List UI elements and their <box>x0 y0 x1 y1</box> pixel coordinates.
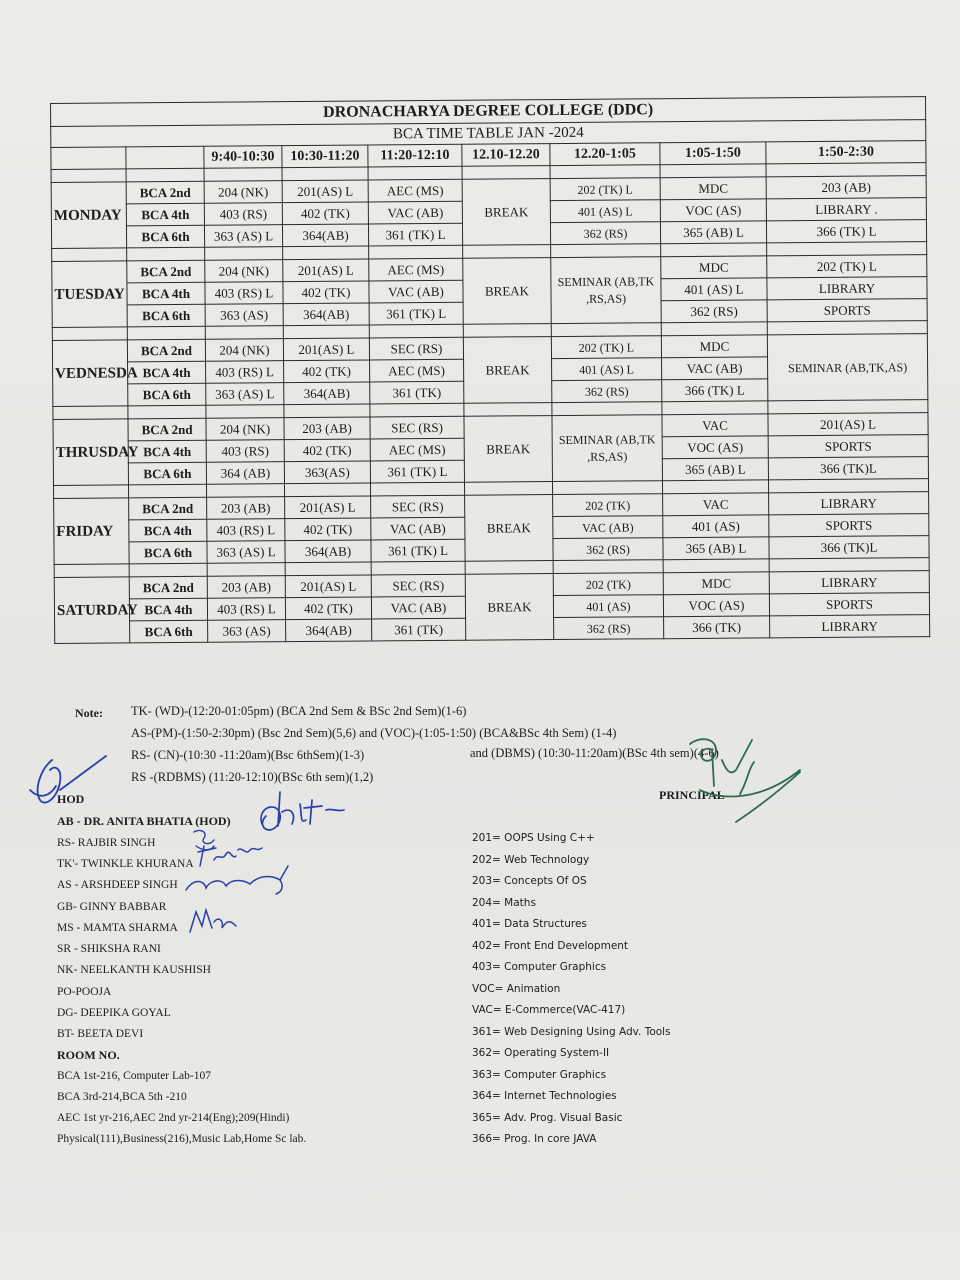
period-cell: 364(AB) <box>286 619 372 642</box>
spacer-cell <box>552 481 662 495</box>
code-item: VAC= E-Commerce(VAC-417) <box>472 1004 626 1016</box>
period-cell: 201(AS) L <box>283 338 369 361</box>
faculty-item: BT- BEETA DEVI <box>57 1028 144 1040</box>
period-cell: MDC <box>661 256 767 279</box>
period-cell: 403 (RS) <box>204 203 282 226</box>
class-label: BCA 2nd <box>126 181 204 204</box>
period-cell: 402 (TK) <box>283 281 369 304</box>
code-item: 363= Computer Graphics <box>472 1069 607 1081</box>
note-line-right: and (DBMS) (10:30-11:20am)(BSc 4th sem)(4-6) <box>470 746 719 760</box>
period-cell: VAC (AB) <box>371 596 465 619</box>
note-line: AS-(PM)-(1:50-2:30pm) (Bsc 2nd Sem)(5,6) and (VOC)-(1:05-1:50) (BCA&BSc 4th Sem) (1-4) <box>131 726 617 740</box>
spacer-cell <box>53 406 128 420</box>
code-item: VOC= Animation <box>472 983 561 995</box>
period-cell: 202 (TK) <box>553 494 663 517</box>
spacer-cell <box>284 404 370 418</box>
period-cell: 402 (TK) <box>285 597 371 620</box>
spacer-cell <box>369 245 463 259</box>
code-item: 204= Maths <box>472 897 536 909</box>
period-cell: LIBRARY <box>767 277 927 300</box>
period-cell: VAC <box>663 493 769 516</box>
period-cell: VOC (AS) <box>663 594 769 617</box>
period-cell: 361 (TK) L <box>368 223 462 246</box>
code-item: 362= Operating System-II <box>472 1047 610 1059</box>
time-slot-header: 9:40-10:30 <box>204 146 282 169</box>
note-line: TK- (WD)-(12:20-01:05pm) (BCA 2nd Sem & BSc 2nd Sem)(1-6) <box>131 704 467 718</box>
day-label: TUESDAY <box>52 261 128 328</box>
time-slot-header: 1:05-1:50 <box>660 142 766 165</box>
spacer-cell <box>552 402 662 416</box>
period-cell: MDC <box>660 177 766 200</box>
spacer-cell <box>551 323 661 337</box>
class-label: BCA 2nd <box>128 418 206 441</box>
spacer-cell <box>551 244 661 258</box>
period-cell: MDC <box>663 572 769 595</box>
faculty-item: AS - ARSHDEEP SINGH <box>57 879 178 891</box>
class-label: BCA 4th <box>129 598 207 621</box>
spacer-cell <box>51 169 126 183</box>
spacer-cell <box>205 247 283 261</box>
period-cell: 361 (TK) <box>370 381 464 404</box>
spacer-cell <box>206 484 284 498</box>
period-cell: SPORTS <box>768 435 928 458</box>
timetable-subtitle: BCA TIME TABLE JAN -2024 <box>51 120 926 148</box>
break-cell: BREAK <box>462 179 551 246</box>
spacer-cell <box>662 480 768 494</box>
period-cell: 204 (NK) <box>205 339 283 362</box>
faculty-item: TK'- TWINKLE KHURANA <box>57 858 194 870</box>
class-label: BCA 6th <box>128 383 206 406</box>
class-label: BCA 6th <box>127 304 205 327</box>
spacer-cell <box>370 482 464 496</box>
spacer-cell <box>52 248 127 262</box>
spacer-cell <box>205 326 283 340</box>
faculty-item: AB - DR. ANITA BHATIA (HOD) <box>57 814 231 828</box>
college-title: DRONACHARYA DEGREE COLLEGE (DDC) <box>51 97 926 127</box>
code-item: 361= Web Designing Using Adv. Tools <box>472 1026 671 1038</box>
code-item: 365= Adv. Prog. Visual Basic <box>472 1112 623 1124</box>
period-cell: SPORTS <box>767 299 927 322</box>
spacer-cell <box>283 325 369 339</box>
class-label: BCA 4th <box>128 361 206 384</box>
spacer-cell <box>283 246 369 260</box>
day-label: MONDAY <box>51 182 127 249</box>
period-cell: 403 (RS) L <box>207 519 285 542</box>
period-cell: SEC (RS) <box>369 337 463 360</box>
period-cell: 366 (TK)L <box>769 536 929 559</box>
spacer-cell <box>282 167 368 181</box>
period-cell: 403 (RS) L <box>205 282 283 305</box>
time-slot-header: 1:50-2:30 <box>766 141 926 164</box>
class-label: BCA 2nd <box>129 497 207 520</box>
code-item: 203= Concepts Of OS <box>472 875 587 887</box>
spacer-cell <box>462 166 550 180</box>
period-cell: 362 (RS) <box>554 617 664 640</box>
code-item: 402= Front End Development <box>472 940 629 952</box>
period-cell: 366 (TK) <box>664 616 770 639</box>
spacer-cell <box>129 563 207 577</box>
spacer-cell <box>661 243 767 257</box>
spacer-cell <box>54 564 129 578</box>
period-cell: 402 (TK) <box>285 518 371 541</box>
notes-label: Note: <box>75 706 103 720</box>
code-item: 364= Internet Technologies <box>472 1090 617 1102</box>
period-cell: 401 (AS) L <box>661 278 767 301</box>
period-cell: SEC (RS) <box>370 416 464 439</box>
break-cell: BREAK <box>463 337 552 404</box>
class-label: BCA 6th <box>126 225 204 248</box>
period-cell: 201(AS) L <box>768 413 928 436</box>
period-cell: 364(AB) <box>285 540 371 563</box>
spacer-cell <box>463 245 551 259</box>
period-cell: LIBRARY <box>769 571 929 594</box>
period-cell: 362 (RS) <box>550 222 660 245</box>
spacer-cell <box>464 482 552 496</box>
period-cell: 204 (NK) <box>204 181 282 204</box>
period-cell: LIBRARY <box>769 492 929 515</box>
time-slot-header: 12.20-1:05 <box>550 143 660 166</box>
period-cell: 201(AS) L <box>283 259 369 282</box>
class-label: BCA 4th <box>127 282 205 305</box>
seminar-cell: SEMINAR (AB,TK ,RS,AS) <box>551 257 662 324</box>
period-cell: 203 (AB) <box>207 576 285 599</box>
period-cell: 366 (TK) L <box>662 379 768 402</box>
day-label: VEDNESDA <box>52 340 128 407</box>
code-item: 201= OOPS Using C++ <box>472 832 595 844</box>
hod-label: HOD <box>57 792 85 806</box>
period-cell: 203 (AB) <box>207 497 285 520</box>
period-cell: SPORTS <box>769 593 929 616</box>
spacer-cell <box>127 247 205 261</box>
period-cell: 362 (RS) <box>552 380 662 403</box>
time-slot-header: 12.10-12.20 <box>462 144 550 167</box>
period-cell: LIBRARY . <box>766 198 926 221</box>
class-label: BCA 4th <box>129 519 207 542</box>
time-slot-header: 11:20-12:10 <box>368 144 462 167</box>
faculty-item: MS - MAMTA SHARMA <box>57 922 178 934</box>
spacer-cell <box>767 242 927 256</box>
period-cell: 362 (RS) <box>553 538 663 561</box>
break-cell: BREAK <box>463 258 552 325</box>
class-label: BCA 4th <box>126 203 204 226</box>
period-cell: 203 (AB) <box>284 417 370 440</box>
faculty-item: DG- DEEPIKA GOYAL <box>57 1007 171 1019</box>
spacer-cell <box>663 559 769 573</box>
spacer-cell <box>660 164 766 178</box>
period-cell: 403 (RS) <box>206 440 284 463</box>
class-label: BCA 6th <box>130 620 208 643</box>
period-cell: 401 (AS) <box>553 595 663 618</box>
spacer-cell <box>127 326 205 340</box>
code-item: 403= Computer Graphics <box>472 961 607 973</box>
break-cell: BREAK <box>465 495 554 562</box>
period-cell: AEC (MS) <box>370 438 464 461</box>
period-cell: AEC (MS) <box>370 359 464 382</box>
period-cell: 363 (AS) L <box>207 541 285 564</box>
note-line: RS- (CN)-(10:30 -11:20am)(Bsc 6thSem)(1-3) <box>131 748 365 762</box>
period-cell: AEC (MS) <box>369 258 463 281</box>
period-cell: 402 (TK) <box>284 439 370 462</box>
period-cell: 363 (AS) <box>205 304 283 327</box>
period-cell: VAC (AB) <box>368 201 462 224</box>
period-cell: 366 (TK)L <box>768 457 928 480</box>
note-line: RS -(RDBMS) (11:20-12:10)(BSc 6th sem)(1,2) <box>131 770 374 784</box>
period-cell: 401 (AS) L <box>552 358 662 381</box>
period-cell: 203 (AB) <box>766 176 926 199</box>
period-cell: VAC (AB) <box>553 516 663 539</box>
period-cell: 365 (AB) L <box>660 221 766 244</box>
seminar-cell: SEMINAR (AB,TK,AS) <box>767 334 928 401</box>
period-cell: 201(AS) L <box>285 496 371 519</box>
period-cell: 202 (TK) <box>553 573 663 596</box>
class-label: BCA 4th <box>128 440 206 463</box>
period-cell: 362 (RS) <box>661 300 767 323</box>
room-title: ROOM NO. <box>57 1048 120 1062</box>
period-cell: 402 (TK) <box>282 202 368 225</box>
room-item: Physical(111),Business(216),Music Lab,Home Sc lab. <box>57 1133 307 1145</box>
spacer-cell <box>370 403 464 417</box>
faculty-item: RS- RAJBIR SINGH <box>57 837 156 849</box>
spacer-cell <box>464 403 552 417</box>
period-cell: 364 (AB) <box>206 462 284 485</box>
period-cell: 403 (RS) L <box>206 361 284 384</box>
period-cell: AEC (MS) <box>368 179 462 202</box>
spacer-cell <box>767 321 927 335</box>
faculty-item: NK- NEELKANTH KAUSHISH <box>57 964 211 976</box>
period-cell: 365 (AB) L <box>662 458 768 481</box>
day-label: FRIDAY <box>54 498 130 565</box>
room-item: BCA 1st-216, Computer Lab-107 <box>57 1070 211 1082</box>
period-cell: 201(AS) L <box>282 180 368 203</box>
spacer-cell <box>285 562 371 576</box>
spacer-cell <box>662 401 768 415</box>
spacer-cell <box>661 322 767 336</box>
period-cell: 363 (AS) L <box>204 225 282 248</box>
period-cell: 363 (AS) <box>208 620 286 643</box>
period-cell: VAC (AB) <box>371 517 465 540</box>
period-cell: 366 (TK) L <box>766 220 926 243</box>
period-cell: VOC (AS) <box>662 436 768 459</box>
period-cell: 403 (RS) L <box>207 598 285 621</box>
spacer-cell <box>465 561 553 575</box>
code-item: 202= Web Technology <box>472 854 590 866</box>
period-cell: 361 (TK) L <box>371 539 465 562</box>
spacer-cell <box>369 324 463 338</box>
period-cell: LIBRARY <box>770 615 930 638</box>
period-cell: SEC (RS) <box>371 574 465 597</box>
seminar-cell: SEMINAR (AB,TK ,RS,AS) <box>552 415 663 482</box>
spacer-cell <box>204 168 282 182</box>
day-label: THRUSDAY <box>53 419 129 486</box>
spacer-cell <box>128 405 206 419</box>
spacer-cell <box>284 483 370 497</box>
period-cell: SEC (RS) <box>371 495 465 518</box>
period-cell: 364(AB) <box>282 224 368 247</box>
spacer-cell <box>550 165 660 179</box>
spacer-cell <box>129 484 207 498</box>
class-label: BCA 6th <box>128 462 206 485</box>
period-cell: 365 (AB) L <box>663 537 769 560</box>
spacer-cell <box>54 485 129 499</box>
spacer-cell <box>553 560 663 574</box>
faculty-item: SR - SHIKSHA RANI <box>57 943 161 955</box>
class-label: BCA 2nd <box>127 339 205 362</box>
class-label: BCA 2nd <box>127 260 205 283</box>
period-cell: VAC (AB) <box>662 357 768 380</box>
period-cell: 202 (TK) L <box>767 255 927 278</box>
timetable <box>50 96 930 644</box>
period-cell: 361 (TK) L <box>369 302 463 325</box>
period-cell: 204 (NK) <box>206 418 284 441</box>
break-cell: BREAK <box>465 574 554 641</box>
spacer-cell <box>52 327 127 341</box>
spacer-cell <box>769 558 929 572</box>
period-cell: VAC (AB) <box>369 280 463 303</box>
time-slot-header: 10:30-11:20 <box>282 145 368 168</box>
period-cell: 364(AB) <box>283 303 369 326</box>
room-item: BCA 3rd-214,BCA 5th -210 <box>57 1091 187 1103</box>
header-blank <box>51 147 126 170</box>
period-cell: 204 (NK) <box>205 260 283 283</box>
day-label: SATURDAY <box>54 577 130 644</box>
period-cell: 363 (AS) L <box>206 383 284 406</box>
principal-label: PRINCIPAL <box>659 788 725 802</box>
code-item: 401= Data Structures <box>472 918 587 930</box>
spacer-cell <box>371 561 465 575</box>
header-blank <box>126 146 204 169</box>
spacer-cell <box>206 405 284 419</box>
spacer-cell <box>768 479 928 493</box>
spacer-cell <box>463 324 551 338</box>
spacer-cell <box>766 163 926 177</box>
period-cell: 361 (TK) L <box>370 460 464 483</box>
period-cell: 364(AB) <box>284 382 370 405</box>
period-cell: 202 (TK) L <box>550 178 660 201</box>
period-cell: 401 (AS) <box>663 515 769 538</box>
period-cell: 361 (TK) <box>372 618 466 641</box>
period-cell: SPORTS <box>769 514 929 537</box>
period-cell: 202 (TK) L <box>551 336 661 359</box>
room-item: AEC 1st yr-216,AEC 2nd yr-214(Eng);209(Hindi) <box>57 1112 290 1124</box>
period-cell: MDC <box>661 335 767 358</box>
spacer-cell <box>126 168 204 182</box>
spacer-cell <box>207 563 285 577</box>
period-cell: VAC <box>662 414 768 437</box>
spacer-cell <box>368 166 462 180</box>
period-cell: 363(AS) <box>284 461 370 484</box>
period-cell: 401 (AS) L <box>550 200 660 223</box>
break-cell: BREAK <box>464 416 553 483</box>
period-cell: VOC (AS) <box>660 199 766 222</box>
period-cell: 402 (TK) <box>284 360 370 383</box>
spacer-cell <box>768 400 928 414</box>
faculty-item: GB- GINNY BABBAR <box>57 901 167 913</box>
faculty-item: PO-POOJA <box>57 986 112 998</box>
class-label: BCA 6th <box>129 541 207 564</box>
period-cell: 201(AS) L <box>285 575 371 598</box>
code-item: 366= Prog. In core JAVA <box>472 1133 597 1145</box>
class-label: BCA 2nd <box>129 576 207 599</box>
